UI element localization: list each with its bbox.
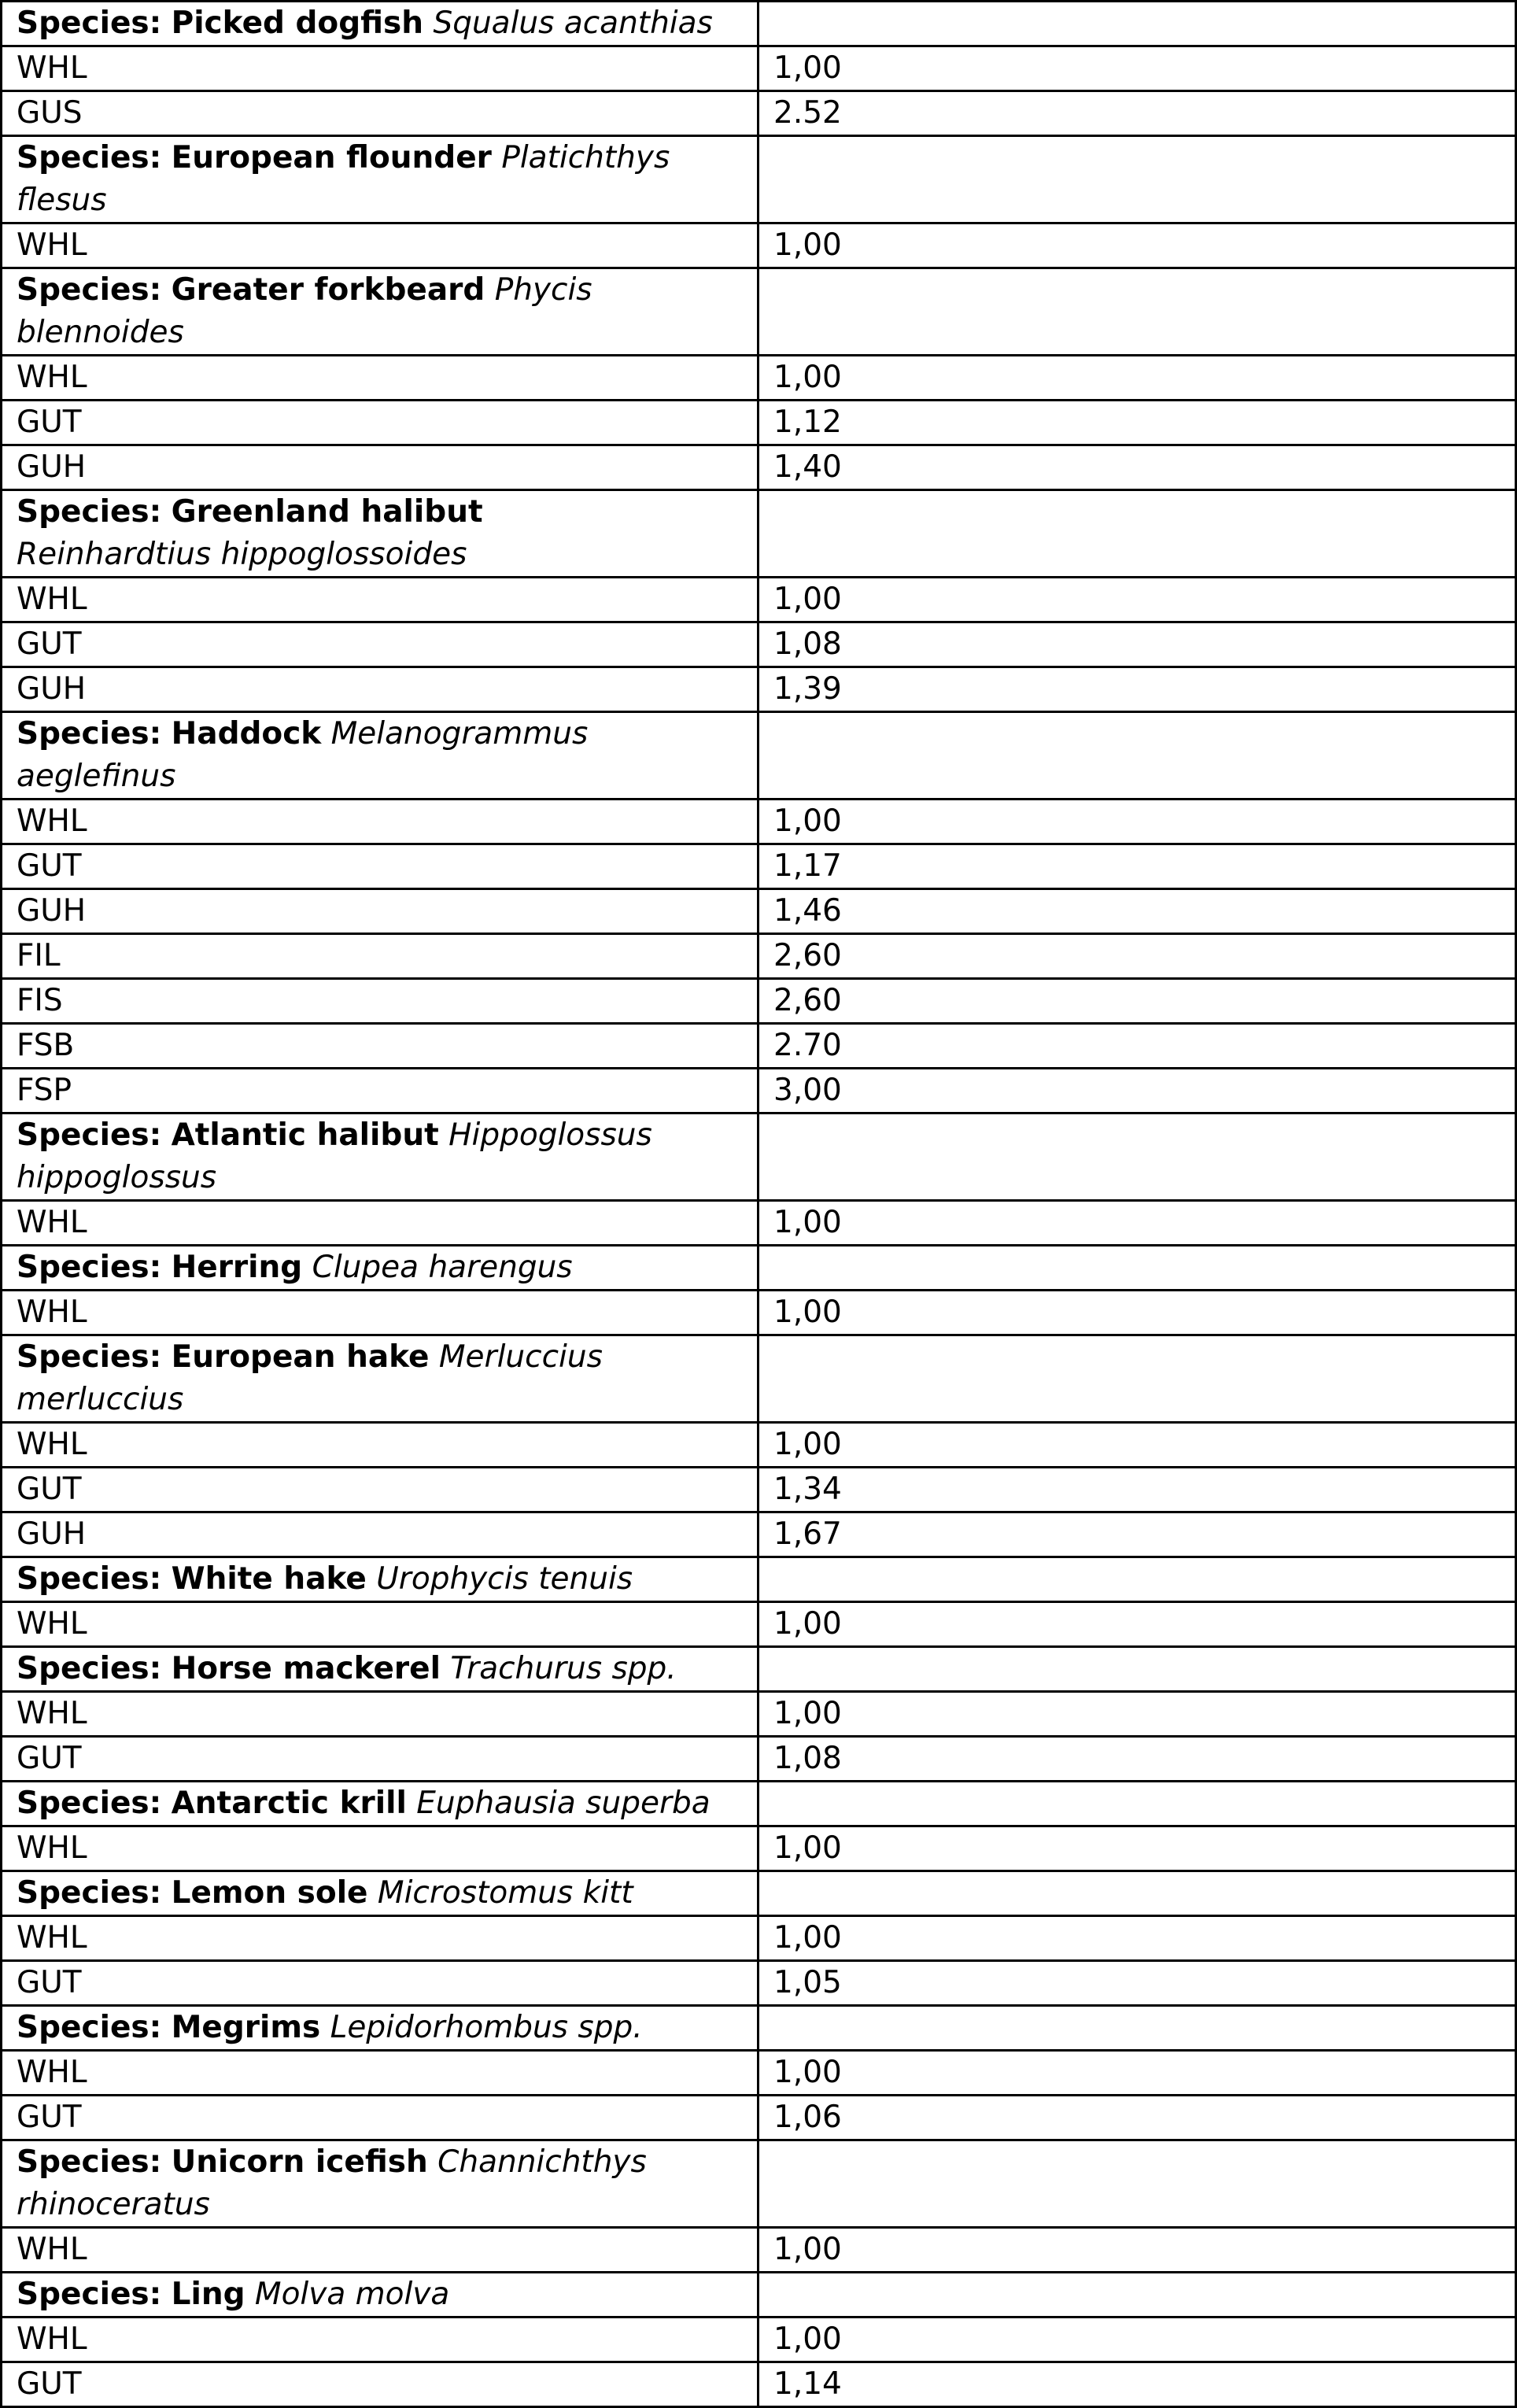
species-prefix: Species: bbox=[17, 494, 162, 530]
species-empty-cell bbox=[758, 1782, 1516, 1826]
presentation-code-cell: GUT bbox=[2, 401, 758, 445]
species-name-cell bbox=[2, 490, 758, 578]
table-row bbox=[2, 2051, 1516, 2096]
conversion-factor-cell: 1,12 bbox=[758, 401, 1516, 445]
species-header-row bbox=[2, 712, 1516, 800]
presentation-code-cell: WHL bbox=[2, 46, 758, 91]
table-row bbox=[2, 889, 1516, 934]
species-name-cell bbox=[2, 712, 758, 800]
conversion-factor-cell: 1,00 bbox=[758, 578, 1516, 622]
species-prefix: Species: bbox=[17, 140, 162, 175]
species-name-cell bbox=[2, 1246, 758, 1291]
species-empty-cell bbox=[758, 1246, 1516, 1291]
species-header-row bbox=[2, 2140, 1516, 2228]
species-header-row bbox=[2, 2273, 1516, 2318]
conversion-factor-cell: 1,00 bbox=[758, 2318, 1516, 2362]
presentation-code-cell: WHL bbox=[2, 2228, 758, 2273]
species-header-row bbox=[2, 2006, 1516, 2051]
species-common-name: Ling bbox=[171, 2277, 245, 2312]
species-latin-name: Urophycis tenuis bbox=[376, 1561, 633, 1597]
species-prefix: Species: bbox=[17, 1117, 162, 1153]
table-row bbox=[2, 1692, 1516, 1737]
species-prefix: Species: bbox=[17, 2144, 162, 2180]
conversion-factor-cell: 1,39 bbox=[758, 667, 1516, 712]
table-row bbox=[2, 1737, 1516, 1782]
conversion-factor-cell: 2.70 bbox=[758, 1024, 1516, 1069]
species-latin-name: Melanogrammus aeglefinus bbox=[17, 716, 589, 794]
conversion-factor-cell: 1,00 bbox=[758, 2228, 1516, 2273]
species-prefix: Species: bbox=[17, 272, 162, 308]
table-row bbox=[2, 2228, 1516, 2273]
species-common-name: Antarctic krill bbox=[171, 1786, 407, 1821]
presentation-code-cell: WHL bbox=[2, 1291, 758, 1335]
presentation-code-cell: WHL bbox=[2, 578, 758, 622]
species-empty-cell bbox=[758, 712, 1516, 800]
species-common-name: Greenland halibut bbox=[171, 494, 483, 530]
conversion-factor-cell: 1,00 bbox=[758, 1602, 1516, 1647]
species-prefix: Species: bbox=[17, 1339, 162, 1375]
conversion-factor-cell: 1,00 bbox=[758, 2051, 1516, 2096]
conversion-factor-cell: 1,00 bbox=[758, 1201, 1516, 1246]
species-prefix: Species: bbox=[17, 2010, 162, 2045]
presentation-code-cell: GUT bbox=[2, 2096, 758, 2140]
species-empty-cell bbox=[758, 1335, 1516, 1423]
species-prefix: Species: bbox=[17, 6, 162, 41]
species-common-name: Megrims bbox=[171, 2010, 321, 2045]
table-row bbox=[2, 2318, 1516, 2362]
species-latin-name: Euphausia superba bbox=[416, 1786, 711, 1821]
conversion-factor-cell: 1,00 bbox=[758, 356, 1516, 401]
species-name-cell bbox=[2, 268, 758, 356]
conversion-factor-cell: 2.52 bbox=[758, 91, 1516, 136]
presentation-code-cell: GUT bbox=[2, 622, 758, 667]
species-header-row bbox=[2, 1782, 1516, 1826]
presentation-code-cell: WHL bbox=[2, 1602, 758, 1647]
species-name-cell bbox=[2, 1114, 758, 1201]
species-latin-name: Clupea harengus bbox=[312, 1250, 573, 1285]
presentation-code-cell: GUH bbox=[2, 667, 758, 712]
table-row bbox=[2, 1961, 1516, 2006]
presentation-code-cell: GUS bbox=[2, 91, 758, 136]
presentation-code-cell: WHL bbox=[2, 2051, 758, 2096]
species-prefix: Species: bbox=[17, 1561, 162, 1597]
table-row bbox=[2, 1024, 1516, 1069]
species-prefix: Species: bbox=[17, 1786, 162, 1821]
conversion-factor-cell: 1,00 bbox=[758, 1423, 1516, 1468]
conversion-factor-cell: 1,00 bbox=[758, 800, 1516, 844]
conversion-factor-cell: 1,34 bbox=[758, 1468, 1516, 1512]
table-row bbox=[2, 91, 1516, 136]
presentation-code-cell: FIL bbox=[2, 934, 758, 979]
species-latin-name: Microstomus kitt bbox=[377, 1875, 633, 1911]
table-row bbox=[2, 1423, 1516, 1468]
presentation-code-cell: FIS bbox=[2, 979, 758, 1024]
species-header-row bbox=[2, 490, 1516, 578]
species-common-name: Herring bbox=[171, 1250, 303, 1285]
species-empty-cell bbox=[758, 2273, 1516, 2318]
presentation-code-cell: WHL bbox=[2, 223, 758, 268]
species-prefix: Species: bbox=[17, 716, 162, 752]
conversion-factor-cell: 1,08 bbox=[758, 1737, 1516, 1782]
table-row bbox=[2, 46, 1516, 91]
species-latin-name: Phycis blennoides bbox=[17, 272, 592, 350]
table-row bbox=[2, 1069, 1516, 1114]
species-latin-name: Squalus acanthias bbox=[433, 6, 713, 41]
table-row bbox=[2, 356, 1516, 401]
table-row bbox=[2, 1602, 1516, 1647]
species-header-row bbox=[2, 1246, 1516, 1291]
table-row bbox=[2, 401, 1516, 445]
presentation-code-cell: FSB bbox=[2, 1024, 758, 1069]
conversion-factor-cell: 1,00 bbox=[758, 46, 1516, 91]
species-name-cell bbox=[2, 136, 758, 223]
species-header-row bbox=[2, 1871, 1516, 1916]
presentation-code-cell: GUT bbox=[2, 1961, 758, 2006]
species-prefix: Species: bbox=[17, 2277, 162, 2312]
species-header-row bbox=[2, 136, 1516, 223]
species-name-cell bbox=[2, 1557, 758, 1602]
presentation-code-cell: GUH bbox=[2, 889, 758, 934]
species-latin-name: Reinhardtius hippoglossoides bbox=[17, 537, 467, 572]
conversion-factor-cell: 1,00 bbox=[758, 1692, 1516, 1737]
species-name-cell bbox=[2, 2273, 758, 2318]
table-body bbox=[2, 2, 1516, 2407]
presentation-code-cell: WHL bbox=[2, 2318, 758, 2362]
presentation-code-cell: GUT bbox=[2, 844, 758, 889]
conversion-factor-cell: 1,05 bbox=[758, 1961, 1516, 2006]
species-name-cell bbox=[2, 1871, 758, 1916]
species-common-name: Picked dogfish bbox=[171, 6, 424, 41]
presentation-code-cell: WHL bbox=[2, 1423, 758, 1468]
species-prefix: Species: bbox=[17, 1651, 162, 1686]
conversion-factor-cell: 1,06 bbox=[758, 2096, 1516, 2140]
species-header-row bbox=[2, 2, 1516, 46]
presentation-code-cell: WHL bbox=[2, 356, 758, 401]
table-row bbox=[2, 1291, 1516, 1335]
species-name-cell bbox=[2, 1335, 758, 1423]
table-row bbox=[2, 1916, 1516, 1961]
table-row bbox=[2, 934, 1516, 979]
presentation-code-cell: GUH bbox=[2, 445, 758, 490]
presentation-code-cell: FSP bbox=[2, 1069, 758, 1114]
species-empty-cell bbox=[758, 1647, 1516, 1692]
species-empty-cell bbox=[758, 1871, 1516, 1916]
species-empty-cell bbox=[758, 2140, 1516, 2228]
presentation-code-cell: GUT bbox=[2, 2362, 758, 2407]
table-row bbox=[2, 1512, 1516, 1557]
presentation-code-cell: WHL bbox=[2, 800, 758, 844]
species-common-name: Greater forkbeard bbox=[171, 272, 485, 308]
species-name-cell bbox=[2, 1647, 758, 1692]
species-empty-cell bbox=[758, 1114, 1516, 1201]
presentation-code-cell: GUT bbox=[2, 1468, 758, 1512]
table-row bbox=[2, 1201, 1516, 1246]
table-row bbox=[2, 667, 1516, 712]
species-latin-name: Trachurus spp. bbox=[450, 1651, 677, 1686]
conversion-factor-cell: 1,14 bbox=[758, 2362, 1516, 2407]
table-row bbox=[2, 2096, 1516, 2140]
table-row bbox=[2, 223, 1516, 268]
species-header-row bbox=[2, 1335, 1516, 1423]
species-common-name: European hake bbox=[171, 1339, 430, 1375]
species-common-name: Unicorn icefish bbox=[171, 2144, 428, 2180]
species-common-name: Haddock bbox=[171, 716, 322, 752]
species-common-name: Lemon sole bbox=[171, 1875, 368, 1911]
species-latin-name: Merluccius merluccius bbox=[17, 1339, 603, 1417]
species-name-cell bbox=[2, 2006, 758, 2051]
table-row bbox=[2, 979, 1516, 1024]
conversion-factor-cell: 1,00 bbox=[758, 1916, 1516, 1961]
species-empty-cell bbox=[758, 490, 1516, 578]
species-latin-name: Hippoglossus hippoglossus bbox=[17, 1117, 652, 1195]
species-header-row bbox=[2, 1557, 1516, 1602]
species-empty-cell bbox=[758, 2006, 1516, 2051]
conversion-factor-cell: 3,00 bbox=[758, 1069, 1516, 1114]
presentation-code-cell: WHL bbox=[2, 1916, 758, 1961]
table-row bbox=[2, 622, 1516, 667]
species-name-cell bbox=[2, 2140, 758, 2228]
table-row bbox=[2, 1826, 1516, 1871]
conversion-factor-cell: 1,00 bbox=[758, 1291, 1516, 1335]
conversion-factor-cell: 2,60 bbox=[758, 934, 1516, 979]
table-row bbox=[2, 578, 1516, 622]
species-header-row bbox=[2, 1114, 1516, 1201]
species-empty-cell bbox=[758, 2, 1516, 46]
species-latin-name: Platichthys flesus bbox=[17, 140, 670, 218]
conversion-factor-cell: 1,17 bbox=[758, 844, 1516, 889]
species-prefix: Species: bbox=[17, 1875, 162, 1911]
presentation-code-cell: WHL bbox=[2, 1201, 758, 1246]
table-row bbox=[2, 2362, 1516, 2407]
presentation-code-cell: GUT bbox=[2, 1737, 758, 1782]
species-header-row bbox=[2, 1647, 1516, 1692]
conversion-factor-cell: 1,67 bbox=[758, 1512, 1516, 1557]
species-latin-name: Molva molva bbox=[254, 2277, 450, 2312]
conversion-factor-cell: 2,60 bbox=[758, 979, 1516, 1024]
table-row bbox=[2, 844, 1516, 889]
presentation-code-cell: GUH bbox=[2, 1512, 758, 1557]
table-row bbox=[2, 800, 1516, 844]
species-name-cell bbox=[2, 1782, 758, 1826]
conversion-factor-cell: 1,00 bbox=[758, 223, 1516, 268]
conversion-factor-cell: 1,40 bbox=[758, 445, 1516, 490]
presentation-code-cell: WHL bbox=[2, 1692, 758, 1737]
species-common-name: Horse mackerel bbox=[171, 1651, 441, 1686]
table-row bbox=[2, 445, 1516, 490]
species-empty-cell bbox=[758, 1557, 1516, 1602]
presentation-code-cell: WHL bbox=[2, 1826, 758, 1871]
species-latin-name: Channichthys rhinoceratus bbox=[17, 2144, 647, 2222]
species-empty-cell bbox=[758, 268, 1516, 356]
conversion-factor-cell: 1,00 bbox=[758, 1826, 1516, 1871]
table-row bbox=[2, 1468, 1516, 1512]
species-common-name: Atlantic halibut bbox=[171, 1117, 439, 1153]
conversion-factor-cell: 1,46 bbox=[758, 889, 1516, 934]
species-empty-cell bbox=[758, 136, 1516, 223]
conversion-factor-cell: 1,08 bbox=[758, 622, 1516, 667]
species-prefix: Species: bbox=[17, 1250, 162, 1285]
species-latin-name: Lepidorhombus spp. bbox=[330, 2010, 643, 2045]
species-name-cell bbox=[2, 2, 758, 46]
species-common-name: White hake bbox=[171, 1561, 367, 1597]
species-header-row bbox=[2, 268, 1516, 356]
species-common-name: European flounder bbox=[171, 140, 492, 175]
